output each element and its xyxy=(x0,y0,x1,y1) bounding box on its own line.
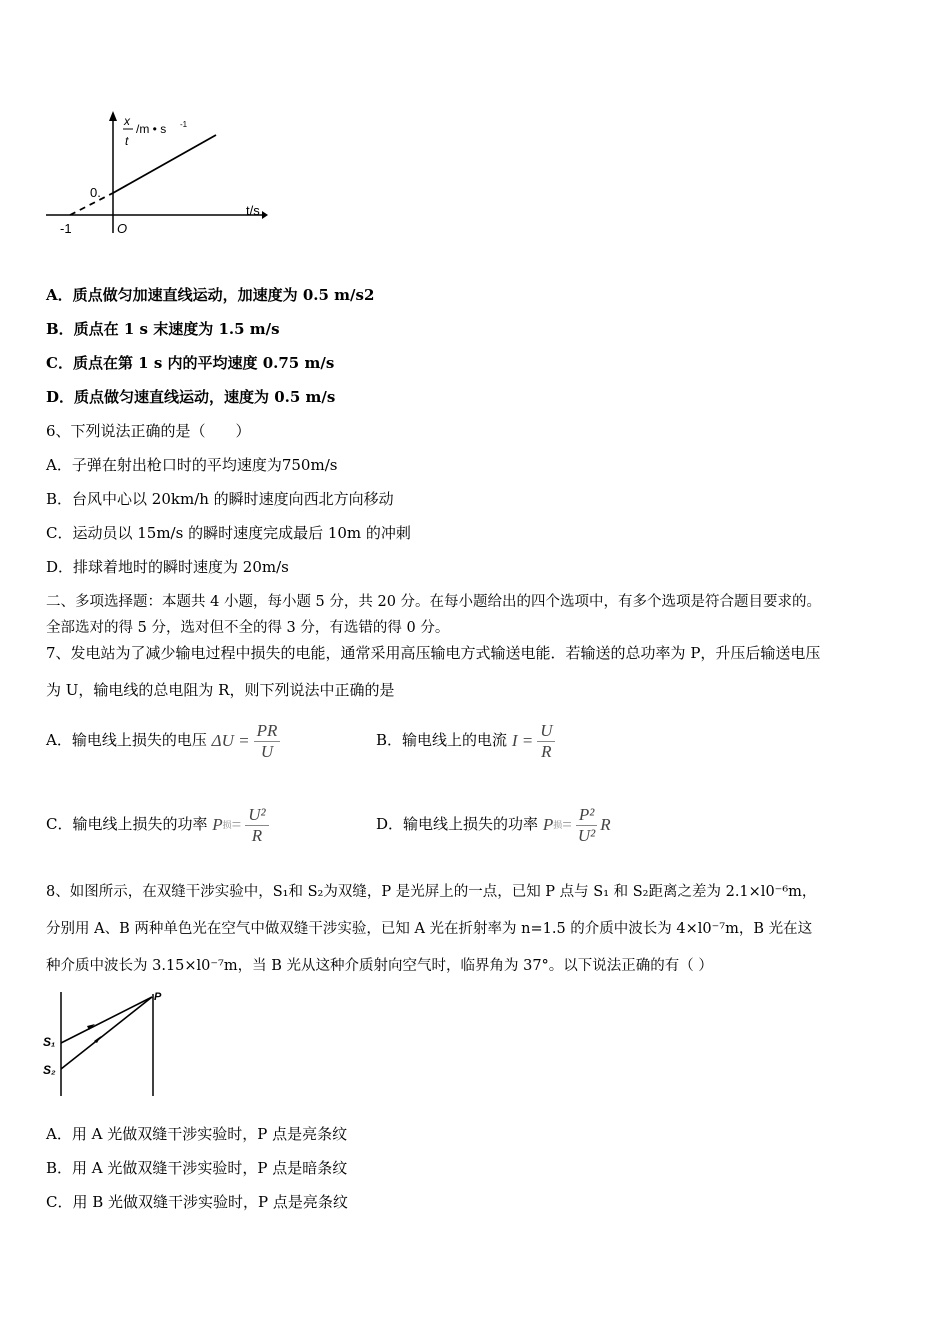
p-label: P xyxy=(154,991,162,1003)
formula xyxy=(212,719,281,763)
formula xyxy=(212,803,268,847)
q8-option-b: B．用 A 光做双缝干涉实验时，P 点是暗条纹 xyxy=(46,1159,348,1177)
numerator: P² xyxy=(576,805,597,826)
option-label: A．输电线上损失的电压 xyxy=(46,731,207,749)
q7-option-a xyxy=(46,718,280,763)
numerator: PR xyxy=(254,721,281,742)
q7-option-d xyxy=(376,802,611,847)
denominator: U xyxy=(260,741,274,761)
origin-label: O xyxy=(117,221,128,236)
q5-option-d: D．质点做匀速直线运动，速度为 0.5 m/s xyxy=(46,388,336,406)
q7-stem-2: 为 U，输电线的总电阻为 R，则下列说法中正确的是 xyxy=(46,681,395,699)
s2-label: S₂ xyxy=(43,1063,56,1077)
section2-instructions-2: 全部选对的得 5 分，选对但不全的得 3 分，有选错的得 0 分。 xyxy=(46,620,450,636)
q7-stem-1: 7、发电站为了减少输电过程中损失的电能，通常采用高压输电方式输送电能．若输送的总功率为 P，升压后输送电压 xyxy=(46,644,821,662)
q6-option-a: A．子弹在射出枪口时的平均速度为750m/s xyxy=(46,456,338,474)
option-label: B．输电线上的电流 xyxy=(376,731,508,749)
q5-option-a: A．质点做匀加速直线运动，加速度为 0.5 m/s2 xyxy=(46,286,375,304)
denominator: U² xyxy=(577,825,596,845)
q7-option-c xyxy=(46,802,269,847)
formula-lhs: P xyxy=(542,815,554,834)
option-label: D．输电线上损失的功率 xyxy=(376,815,539,833)
s1-label: S₁ xyxy=(43,1035,56,1049)
q6-option-d: D．排球着地时的瞬时速度为 20m/s xyxy=(46,558,289,576)
y-label-num: x xyxy=(124,114,130,128)
formula xyxy=(543,803,611,847)
q6-option-c: C．运动员以 15m/s 的瞬时速度完成最后 10m 的冲刺 xyxy=(46,524,411,542)
x-intercept: -1 xyxy=(60,221,72,236)
y-intercept: 0. xyxy=(90,185,101,200)
xt-t-graph xyxy=(40,105,280,240)
q8-stem-2: 分别用 A、B 两种单色光在空气中做双缝干涉实验，已知 A 光在折射率为 n=1.5 的介质中波长为 4×l0⁻⁷m，B 光在这 xyxy=(46,921,813,937)
formula xyxy=(512,719,556,763)
denominator: R xyxy=(541,741,552,761)
equals: = xyxy=(562,815,572,834)
formula-lhs: I = xyxy=(511,731,534,750)
x-label: t/s xyxy=(246,203,260,218)
q6-stem: 6、下列说法正确的是（ ） xyxy=(46,422,251,440)
q6-option-b: B．台风中心以 20km/h 的瞬时速度向西北方向移动 xyxy=(46,490,394,508)
y-unit: /m • s xyxy=(136,122,167,136)
denominator: R xyxy=(251,825,263,845)
q5-option-b: B．质点在 1 s 末速度为 1.5 m/s xyxy=(46,320,280,338)
q8-stem-1: 8、如图所示，在双缝干涉实验中，S₁和 S₂为双缝，P 是光屏上的一点，已知 P 点与 S₁ 和 S₂距离之差为 2.1×l0⁻⁶m， xyxy=(46,884,817,900)
formula-lhs: P xyxy=(212,815,223,834)
formula-subscript: 损 xyxy=(222,820,232,830)
section2-instructions-1: 二、多项选择题：本题共 4 小题，每小题 5 分，共 20 分。在每小题给出的四个选项中，有多个选项是符合题目要求的。 xyxy=(46,594,822,610)
y-label-den: t xyxy=(125,134,129,148)
formula-lhs: ΔU = xyxy=(211,731,250,750)
formula-tail: R xyxy=(600,815,611,834)
q8-option-c: C．用 B 光做双缝干涉实验时，P 点是亮条纹 xyxy=(46,1193,348,1211)
numerator: U² xyxy=(245,805,268,826)
q8-stem-3: 种介质中波长为 3.15×l0⁻⁷m，当 B 光从这种介质射向空气时，临界角为 37°。以下说法正确的有（ ） xyxy=(46,958,713,974)
option-label: C．输电线上损失的功率 xyxy=(46,815,208,833)
q5-option-c: C．质点在第 1 s 内的平均速度 0.75 m/s xyxy=(46,354,335,372)
q8-option-a: A．用 A 光做双缝干涉实验时，P 点是亮条纹 xyxy=(46,1125,348,1143)
formula-subscript: 损 xyxy=(553,820,563,830)
y-unit-exp: -1 xyxy=(180,120,188,129)
double-slit-figure xyxy=(40,988,180,1098)
equals: = xyxy=(231,815,242,834)
q7-option-b xyxy=(376,718,555,763)
numerator: U xyxy=(537,721,555,742)
